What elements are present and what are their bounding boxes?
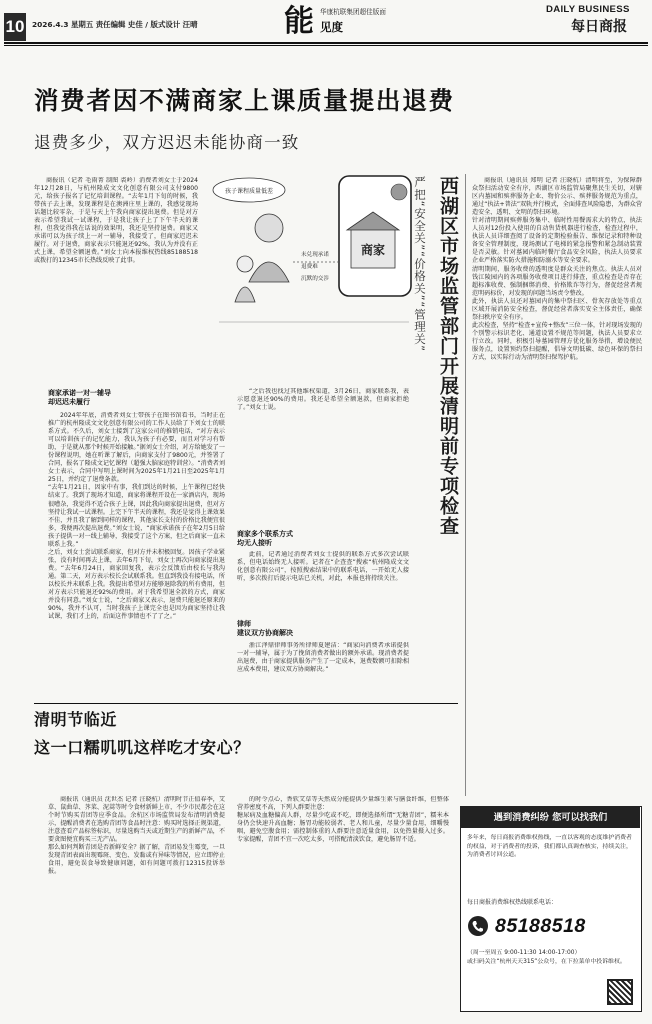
main-subheadline: 退费多少，双方迟迟未能协商一致 <box>34 133 300 152</box>
main-intro-text: 商报讯（记者 毛雨菁 制图 裘岭）消费者刘女士于2024年12月28日，与杭州隆成文文化创意有限公司支付9800元，给孩子报名了记忆培训课程。“去年1月下旬的时候，我带孩子去上课，发现课程是在澳洲庄里上课的，我感觉现场话题比较零杂，于是与天上午我向商家提出退费。但是对方表示希望我试一试课程，于是我让孩子上了下午半天的课程，但我觉得我在话说的效果明，我还是坚持退费。商家又承诺可以为孩子续上一对一辅导，我接受了，但商家迟迟未履行。对于退费，商家表示只能退还92%，我认为并没有正式上课，希望全额退费。”刘女士向本报维权热线85188518或拨打的12345市长热线反映了此事。 <box>34 177 198 265</box>
phone-icon <box>467 915 489 937</box>
bubble-right-1-text: 未兑现承诺 <box>301 252 329 258</box>
bottom-body-1-text: 商报讯（通讯员 沈世杰 记者 汪晓杭）清明时节正值春季，艾草、鼠曲草、荠菜、泥蒿等时令食材新鲜上市，不少市民都会在这个时节购买青团等应季食品。余杭区市场监管局发布清明消费提示，提醒消费者在选购青团等食品时注意：购买时选择正规渠道，注意查看产品标签标识，尽量选购当天或近期生产的新鲜产品，不要贪图便宜购买三无产品。 那么如何判断青团是否新鲜安全？据了解，青团易发生霉变，一旦发现青团表面出现霉斑、变色、发黏或有异味等情况，应立即停止食用，避免误食导致健康问题，如有问题可拨打12315投诉举报。 <box>48 796 225 876</box>
bottom-body-1 <box>48 796 225 1014</box>
col1-body <box>48 412 225 696</box>
main-headline: 消费者因不满商家上课质量提出退费 <box>34 86 455 115</box>
col2-subhead-1: 商家多个联系方式 均无人接听 <box>237 530 293 547</box>
hotline-label: 每日商报消费维权热线联系电话： <box>467 899 558 906</box>
brand-logo-text: 每日商报 <box>571 19 627 35</box>
side-body-text: 商报讯（通讯员 郑明 记者 汪晓杭）清明将至，为保障群众祭扫活动安全有序，西湖区市场监管局聚焦民生关切，对辖区内墓园和殡葬服务企业、物价公示、殡葬服务规范为重点，通过“执法+普法”双轨并行模式，全面排查风险隐患，为群众营造安全、透明、文明的祭扫环境。 针对清明期间殡葬服务集中、临时性用餐需求大的特点，执法人员对12份投入使用的自动售货机器进行检查，检查过程中，执法人员详细查阅了设备的定期检验报告、维保记录和特种设备安全管理制度，现场测试了电梯的紧急报警和紧急制动装置是否灵敏。针对墓园内临时餐厅食品安全风险，执法人员要求企业严格落实防火措施和防溺水等安全要求。 清明期间，服务收费的透明度是群众关注的焦点。执法人员对钱江陵园内的各项服务收费项目进行排查，重点检查是否存在超标准收费、强制捆绑消费、价格欺诈等行为，督促经营者规范明码标价，对发现的问题当场责令整改。 此外，执法人员还对墓园内的集中祭扫区、骨灰存放处等重点区域开展消防安全检查，督促经营者落实安全主体责任，确保祭扫秩序安全有序。 此次检查，坚持“检查+宣传+整改”三位一体，针对现场发现的个别警示标识老化、通道设置不规范等问题，执法人员要求立行立改。同时，积极引导墓园管理方优化服务举措，增设便民服务点，设置预约祭扫提醒，倡导文明低碳、绿色环保的祭扫方式，以实际行动为清明祭扫保驾护航。 <box>472 177 642 362</box>
side-subheadline: 严把“安全关”“价格关”“管理关” <box>413 176 427 352</box>
col2-body-3-text: 浙江泽鼎律师事务所律师夏建洁：“商家向消费者承诺提供一对一辅导，属于为了挽留消费者做出的额外承诺。现消费者提出退费，由于商家提供服务产生了一定成本，退费数额可扣除相应成本费用，建议双方协商解决。” <box>237 642 409 674</box>
bottom-headline-1: 清明节临近 <box>34 710 118 729</box>
col2-subhead-2: 律师 建议双方协商解决 <box>237 620 293 637</box>
bottom-body-2-text: 的时令点心，香软艾草等天然成分能提供少量维生素与膳食纤维，但整体营养密度不高，下列人群要注意： 糖尿病及血糖偏高人群，尽量少吃或不吃，即便选择所谓“无糖青团”，糯米本身仍会快速升高血糖；肠胃功能较弱者、老人和儿童，尽量少量食用，细嚼慢咽，避免空腹食用；需控制体重的人群要注意适量食用，以免热量摄入过多。专家提醒，青团不宜一次吃太多，可搭配清淡饮食，避免肠胃不适。 <box>237 796 449 844</box>
bubble-left-text: 孩子课程质量低差 <box>224 188 274 195</box>
col2-body-2-text: 此前，记者通过消费者刘女士提供的联系方式多次尝试联系，但电话始终无人接听。记者在“企查查”搜索“杭州隆成文文化创意有限公司”，按照搜索结果中的联系电话，一开始无人接听，多次拨打后提示电话已关机，对此，本报也将持续关注。 <box>237 551 409 583</box>
bottom-headline-2: 这一口糯叽叽这样吃才安心？ <box>34 738 250 757</box>
page-number: 10 <box>4 13 26 41</box>
qr-code-icon[interactable] <box>607 979 633 1005</box>
bottom-separator <box>34 703 458 704</box>
sponsor-line: 华康杭联集团超佳版面 <box>320 8 386 16</box>
section-title-big: 能 <box>284 4 314 39</box>
hotline-number[interactable]: 85188518 <box>495 915 586 937</box>
hotline-row <box>467 909 635 943</box>
negotiation-text: 沉默的交涉 <box>301 276 329 282</box>
hotline-box-body: 多年来，每日商报消费维权热线，一直以客观的态度维护消费者的权益，对于消费者的投诉，我们都认真调查核实，持续关注，为消费者讨回公道。 <box>467 835 632 859</box>
bubble-right-2-text: 退费难 <box>301 264 318 270</box>
main-intro <box>34 177 198 377</box>
col2-body <box>237 388 409 528</box>
side-body <box>472 177 642 795</box>
col1-subhead: 商家承诺一对一辅导 却迟迟未履行 <box>48 389 111 406</box>
hotline-box <box>460 806 642 1012</box>
col2-body-2 <box>237 551 409 615</box>
col2-body-3 <box>237 642 409 698</box>
header-rule-thin <box>4 45 648 46</box>
bottom-body-2 <box>237 796 449 1014</box>
column-divider <box>465 174 466 796</box>
shop-sign-text: 商家 <box>360 243 386 257</box>
hotline-box-title: 遇到消费纠纷 您可以找我们 <box>461 807 640 828</box>
brand-english: DAILY BUSINESS <box>546 4 630 15</box>
col2-body-text: “之后我也找过其他维权渠道，3月26日，商家联系我，表示愿意退还90%的费用。我还是希望全额退款，但商家拒绝了。”刘女士说。 <box>237 388 409 412</box>
main-illustration <box>209 172 419 352</box>
issue-meta: 2026.4.3 星期五 责任编辑 史佳 / 版式设计 汪晴 <box>32 20 198 29</box>
side-headline: 西湖区市场监管部门开展清明前专项检查 <box>437 176 459 536</box>
section-title-small: 见度 <box>320 20 343 34</box>
col1-body-text: 2024年年底，消费者刘女士带孩子在图书馆看书，当时正在推广的杭州隆成文文化创意有限公司的工作人员给了下刘女士的联系方式。不久后，刘女士接到了这家公司的推销电话，“对方表示可以培训孩子的记忆能力，我认为孩子有必要，而且对学习有帮助，于是就从那个时候开始接触。”据刘女士介绍，对方给她发了一份课程说明，她在听课了解后，向商家支付了9800元，并签署了合同，报名了隆成文记忆课程（超强大脑家庭特训营）。“消费者刘女士表示，合同中写明上课时间为2025年1月21日至2025年1月25日，并约定了退费条款。 “去年1月21日，因家中有事，我们到达的时候，上午课程已经快结束了。我到了现场才知道，商家将课程开设在一家酒店内，现场很嘈杂，我觉得不适合孩子上课，因此我向商家提出退费，但对方坚持让我试一试课程。上完下午半天的课程，我还是觉得上课效果不佳，并且我了解到同样的课程，其他家长支付的价格比我便宜很多，我便再次提出退费。”刘女士说，“商家承诺孩子在年2月5日给孩子提供一对一线上辅导，我接受了这个方案，但之后商家一直未联系上我。” 之后，刘女士尝试联系商家，但对方并未积极回复。因孩子学业紧张，没有时间再去上课，去年6月下旬，刘女士再次向商家提出退费。“去年6月24日，商家回复我，表示会反馈后由校长与我沟通。第二天，对方表示校长会试联系我。但直到我没有接电话，所以校长并未联系上我。我提出希望对方能够退除我的所有费用，但对方表示只能退还92%的费用。对于我希望退全款的方式，商家并没有同意。”刘女士说，“之后商家又表示，退费只能退还原来的90%，我并不认可，当时我孩子上课完全也是因为商家坚持让我试课，我们才上的，后面这件事情也不了了之。” <box>48 412 225 621</box>
header-rule <box>4 42 648 44</box>
hotline-footer: （周一至周五 9:00-11:30 14:00-17:00） 或扫码关注“杭州天天315”公众号，在下拉菜单中投诉维权。 <box>467 950 626 965</box>
